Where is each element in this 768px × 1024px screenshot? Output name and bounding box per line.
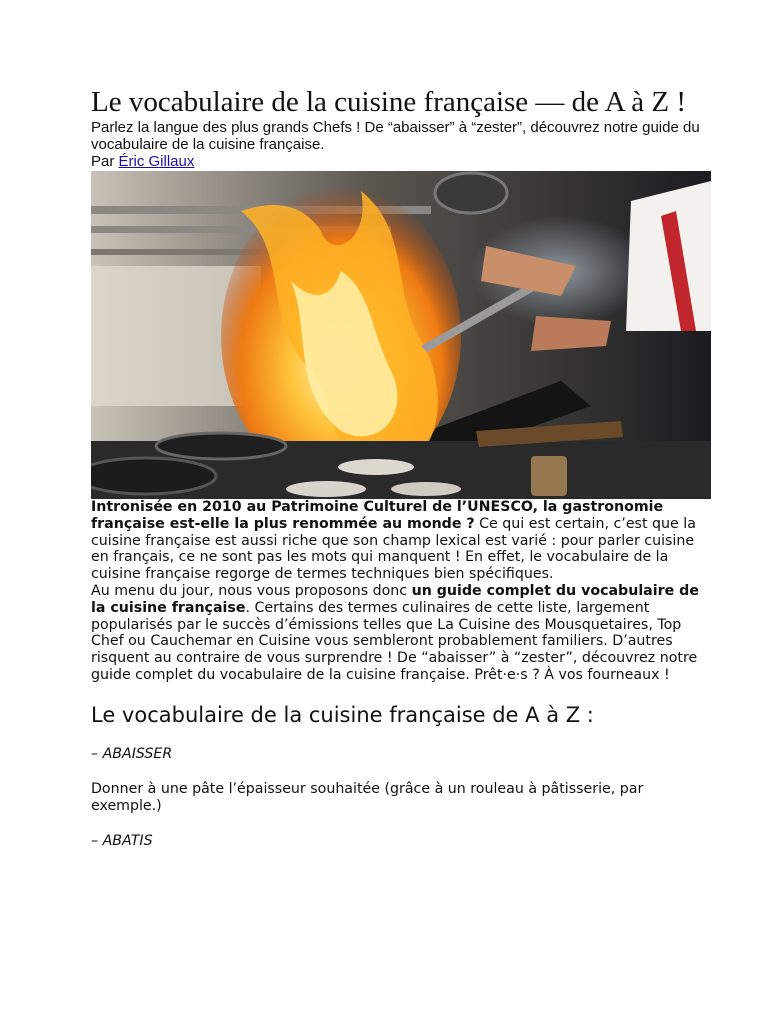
article bbox=[91, 86, 711, 850]
intro-paragraph-2 bbox=[91, 583, 711, 684]
glossary-term: – ABATIS bbox=[91, 832, 153, 849]
intro-paragraph-1 bbox=[91, 499, 711, 583]
article-subtitle: Parlez la langue des plus grands Chefs ! De “abaisser” à “zester”, découvrez notre guide du vocabulaire de la cuisine française. bbox=[91, 119, 700, 153]
byline bbox=[91, 153, 711, 170]
intro-p2-start: Au menu du jour, nous vous proposons donc bbox=[91, 582, 412, 599]
intro-p1-rest: Ce qui est certain, c’est que la cuisine française est aussi riche que son champ lexical est varié : pour parler cuisine en français, ce ne sont pas les mots qui manquent ! En effet, le vocabulaire de la cuisine française regorge de termes techniques bien spécifiques. bbox=[91, 515, 696, 583]
glossary-definition: Donner à une pâte l’épaisseur souhaitée (grâce à un rouleau à pâtisserie, par exemple.) bbox=[91, 780, 644, 814]
article-title: Le vocabulaire de la cuisine française — de A à Z ! bbox=[91, 86, 687, 118]
intro-p2-bold: un guide complet du vocabulaire de la cuisine française bbox=[91, 582, 699, 616]
intro-lead-bold: Intronisée en 2010 au Patrimoine Culturel de l’UNESCO, la gastronomie française est-elle la plus renommée au monde ? bbox=[91, 499, 664, 532]
byline-prefix: Par bbox=[91, 153, 119, 170]
hero-image bbox=[91, 171, 711, 499]
intro-p2-rest: . Certains des termes culinaires de cette liste, largement popularisés par le succès d’émissions telles que La Cuisine des Mousquetaires, Top Chef ou Cauchemar en Cuisine vous sembleront probablement familiers. D’autres risquent au contraire de vous surprendre ! De “abaisser” à “zester”, découvrez notre guide complet du vocabulaire de la cuisine française. Prêt·e·s ? À vos fourneaux ! bbox=[91, 599, 698, 683]
glossary-term: – ABAISSER bbox=[91, 745, 173, 762]
section-heading: Le vocabulaire de la cuisine française de A à Z : bbox=[91, 702, 594, 727]
author-link[interactable]: Éric Gillaux bbox=[118, 153, 195, 170]
